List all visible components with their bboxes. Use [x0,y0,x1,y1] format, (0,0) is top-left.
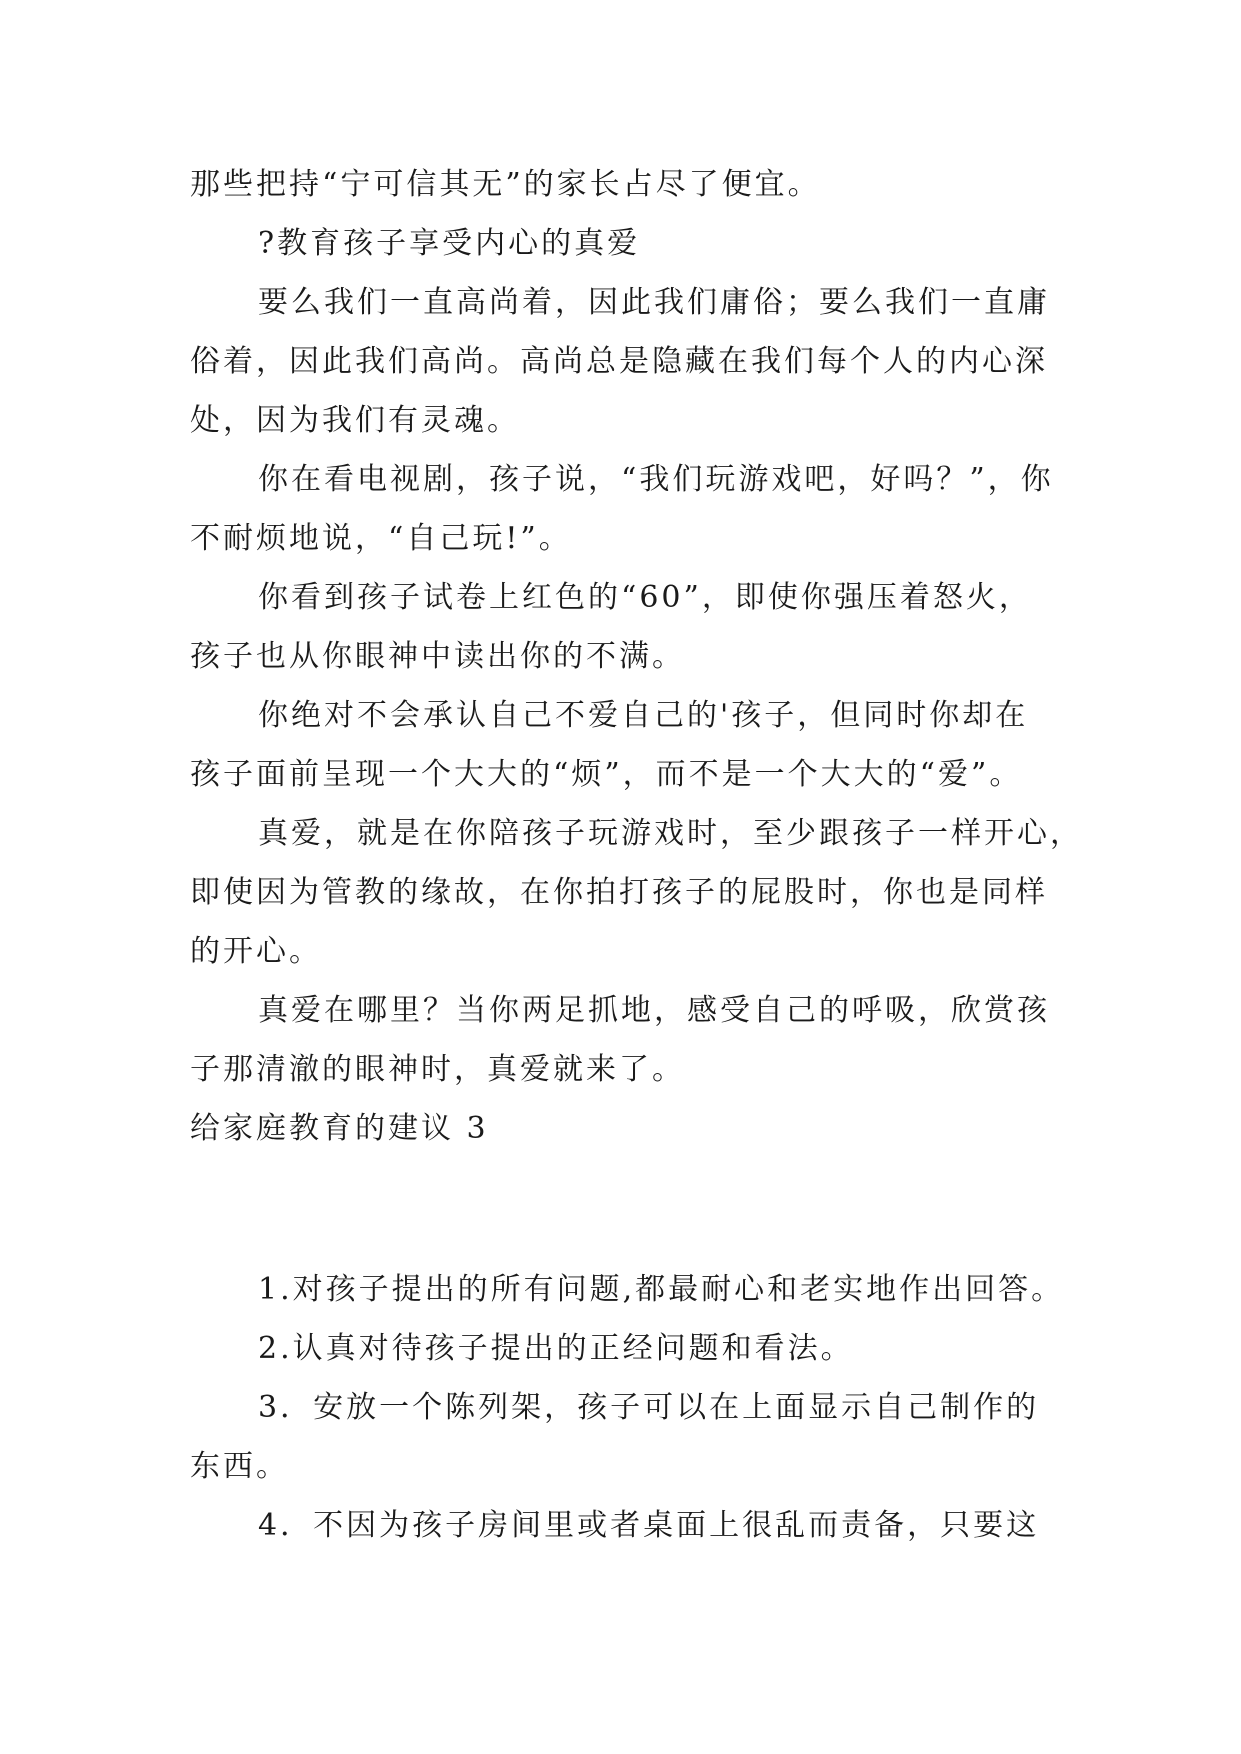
paragraph-line: 真爱在哪里？当你两足抓地，感受自己的呼吸，欣赏孩 [258,993,1050,1028]
paragraph-line: 你绝对不会承认自己不爱自己的'孩子，但同时你却在 [258,698,1029,733]
paragraph-line: 俗着，因此我们高尚。高尚总是隐藏在我们每个人的内心深 [190,344,1048,379]
paragraph-line: 不耐烦地说，“自己玩!”。 [190,521,572,556]
paragraph-line: 真爱，就是在你陪孩子玩游戏时，至少跟孩子一样开心， [258,816,1083,851]
list-item: 3．安放一个陈列架，孩子可以在上面显示自己制作的 [258,1390,1040,1425]
paragraph-line: 即使因为管教的缘故，在你拍打孩子的屁股时，你也是同样 [190,875,1048,910]
paragraph-line: 那些把持“宁可信其无”的家长占尽了便宜。 [190,167,821,202]
list-item: 4．不因为孩子房间里或者桌面上很乱而责备，只要这 [258,1508,1040,1543]
paragraph-line: 子那清澈的眼神时，真爱就来了。 [190,1052,685,1087]
paragraph-line: 你在看电视剧，孩子说，“我们玩游戏吧，好吗？”，你 [258,462,1054,497]
paragraph-line: 孩子也从你眼神中读出你的不满。 [190,639,685,674]
list-item: 2.认真对待孩子提出的正经问题和看法。 [258,1331,854,1366]
section-heading: ?教育孩子享受内心的真爱 [258,226,641,261]
list-item: 1.对孩子提出的所有问题,都最耐心和老实地作出回答。 [258,1272,1065,1307]
paragraph-line: 孩子面前呈现一个大大的“烦”，而不是一个大大的“爱”。 [190,757,1023,792]
paragraph-line: 要么我们一直高尚着，因此我们庸俗；要么我们一直庸 [258,285,1050,320]
paragraph-line: 你看到孩子试卷上红色的“60”，即使你强压着怒火， [258,580,1032,615]
section-title: 给家庭教育的建议 3 [190,1111,489,1146]
list-item-continuation: 东西。 [190,1449,289,1484]
paragraph-line: 的开心。 [190,934,322,969]
paragraph-line: 处，因为我们有灵魂。 [190,403,520,438]
